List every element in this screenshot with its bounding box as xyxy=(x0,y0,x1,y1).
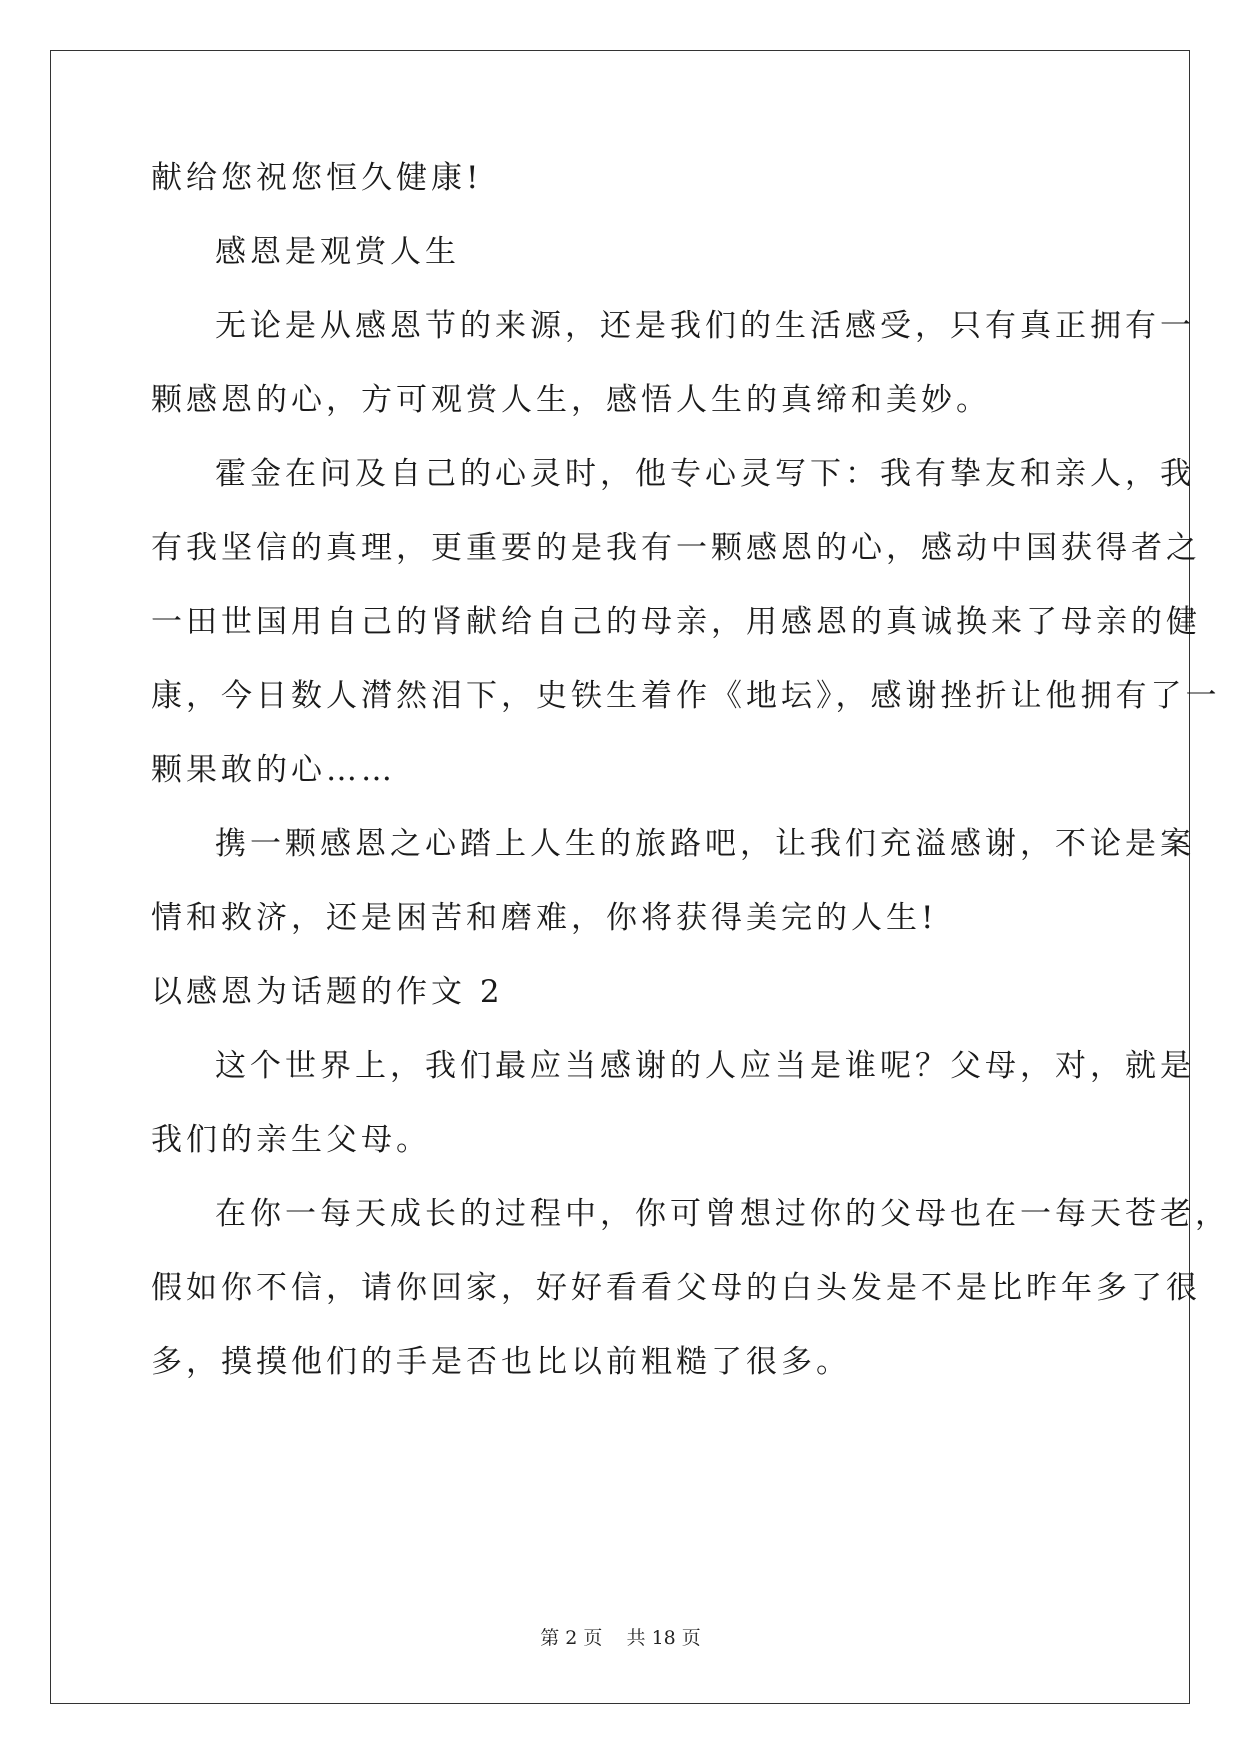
paragraph-line: 假如你不信，请你回家，好好看看父母的白头发是不是比昨年多了很 xyxy=(151,1270,1201,1306)
page-border xyxy=(50,50,1190,1704)
paragraph-line: 有我坚信的真理，更重要的是我有一颗感恩的心，感动中国获得者之 xyxy=(151,530,1201,566)
paragraph-line: 多，摸摸他们的手是否也比以前粗糙了很多。 xyxy=(151,1344,851,1380)
paragraph-line: 在你一每天成长的过程中，你可曾想过你的父母也在一每天苍老， xyxy=(215,1196,1230,1232)
page-number-footer: 第 2 页 共 18 页 xyxy=(540,1627,701,1649)
paragraph-line: 颗果敢的心…… xyxy=(151,752,396,788)
paragraph-line: 颗感恩的心，方可观赏人生，感悟人生的真缔和美妙。 xyxy=(151,382,991,418)
paragraph-line: 无论是从感恩节的来源，还是我们的生活感受，只有真正拥有一 xyxy=(215,308,1195,344)
paragraph-line: 这个世界上，我们最应当感谢的人应当是谁呢？父母，对，就是 xyxy=(215,1048,1195,1084)
section-heading: 感恩是观赏人生 xyxy=(215,234,460,270)
text-line: 献给您祝您恒久健康! xyxy=(151,160,483,196)
paragraph-line: 携一颗感恩之心踏上人生的旅路吧，让我们充溢感谢，不论是案 xyxy=(215,826,1195,862)
essay-title: 以感恩为话题的作文 2 xyxy=(151,974,504,1010)
paragraph-line: 一田世国用自己的肾献给自己的母亲，用感恩的真诚换来了母亲的健 xyxy=(151,604,1201,640)
paragraph-line: 康，今日数人潸然泪下，史铁生着作《地坛》，感谢挫折让他拥有了一 xyxy=(151,678,1221,714)
paragraph-line: 我们的亲生父母。 xyxy=(151,1122,431,1158)
paragraph-line: 情和救济，还是困苦和磨难，你将获得美完的人生! xyxy=(151,900,938,936)
paragraph-line: 霍金在问及自己的心灵时，他专心灵写下：我有挚友和亲人，我 xyxy=(215,456,1195,492)
